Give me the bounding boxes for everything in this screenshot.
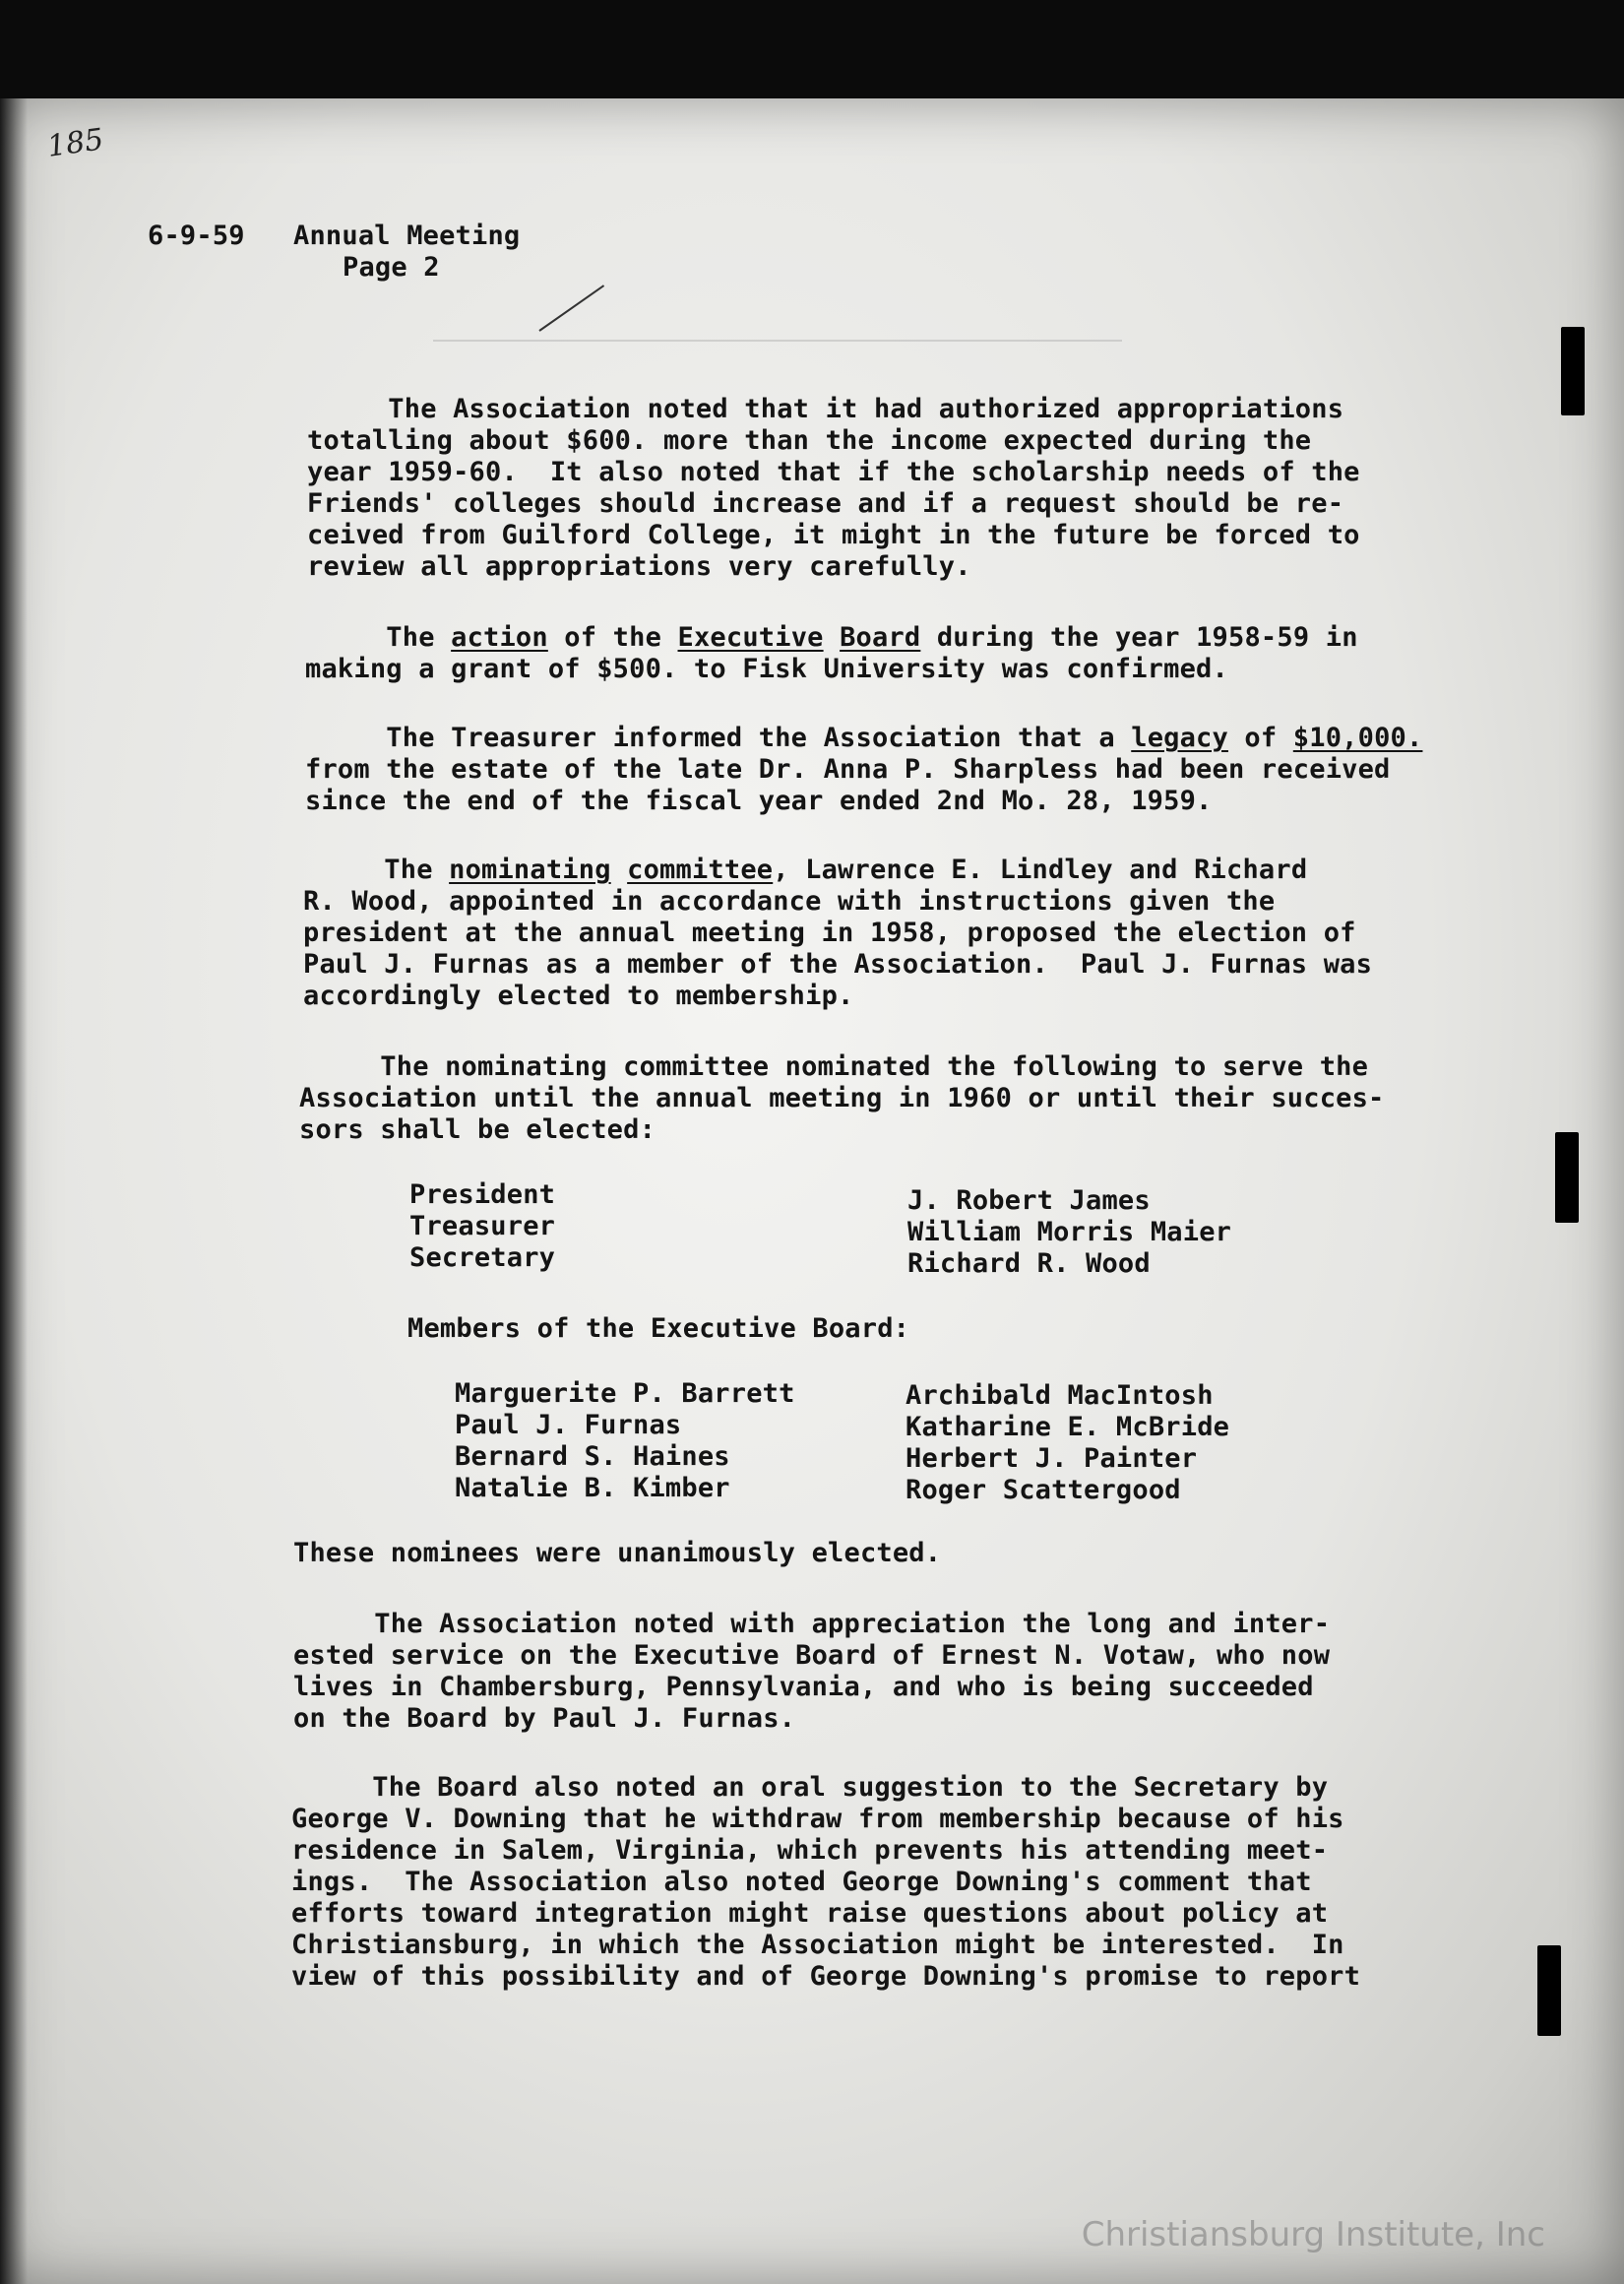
board-member: Katharine E. McBride [906,1412,1230,1442]
text-line: R. Wood, appointed in accordance with instructions given the [303,886,1276,917]
officer-role: President [409,1179,556,1210]
underlined-word-action: action [451,622,548,653]
board-member: Natalie B. Kimber [455,1473,730,1503]
watermark: Christiansburg Institute, Inc [1081,2215,1545,2254]
text-segment: , Lawrence E. Lindley and Richard [773,855,1308,885]
officer-name: Richard R. Wood [907,1248,1151,1279]
text-line: ested service on the Executive Board of Ernest N. Votaw, who now [293,1640,1331,1671]
text-line: since the end of the fiscal year ended 2nd Mo. 28, 1959. [305,786,1213,816]
text-segment: during the year 1958-59 in [920,622,1358,653]
text-line: view of this possibility and of George Downing's promise to report [291,1961,1361,1992]
text-line: review all appropriations very carefully. [307,551,971,582]
text-line: ceived from Guilford College, it might in the future be forced to [307,520,1360,550]
board-member: Herbert J. Painter [906,1443,1198,1474]
text-segment [611,855,627,885]
text-line: sors shall be elected: [299,1114,656,1145]
registration-mark-middle [1555,1132,1579,1223]
registration-mark-bottom [1537,1945,1561,2036]
text-segment [824,622,840,653]
officer-role: Secretary [409,1242,556,1273]
text-segment: The [303,855,450,885]
board-member: Marguerite P. Barrett [455,1378,795,1409]
board-member: Paul J. Furnas [455,1410,682,1440]
text-line: The Board also noted an oral suggestion to the Secretary by [291,1772,1329,1803]
text-line: accordingly elected to membership. [303,981,854,1011]
text-line: residence in Salem, Virginia, which prevents his attending meet- [291,1835,1329,1866]
text-line: from the estate of the late Dr. Anna P. Sharpless had been received [305,754,1391,785]
text-line: George V. Downing that he withdraw from membership because of his [291,1804,1344,1834]
registration-mark-top [1561,327,1585,415]
bleed-through-line [433,340,1122,342]
text-line [305,723,1422,754]
text-segment: of [1227,723,1293,753]
text-line [305,622,1358,654]
text-line: ings. The Association also noted George Downing's comment that [291,1867,1312,1897]
text-line: lives in Chambersburg, Pennsylvania, and who is being succeeded [293,1672,1314,1702]
handwritten-page-number: 185 [44,122,106,164]
scan-edge-shadow [0,98,28,2284]
underlined-word-board: Board [840,622,921,653]
underlined-word-executive: Executive [677,622,824,653]
officer-name: William Morris Maier [907,1217,1232,1247]
header-title: Annual Meeting [293,221,521,251]
header-page: Page 2 [343,252,440,283]
text-line: efforts toward integration might raise questions about policy at [291,1898,1329,1929]
underlined-word-committee: committee [627,855,774,885]
underlined-word-legacy: legacy [1131,723,1228,753]
text-line: Christiansburg, in which the Association might be interested. In [291,1930,1344,1960]
underlined-word-nominating: nominating [449,855,611,885]
text-line [303,855,1307,886]
election-result: These nominees were unanimously elected. [293,1538,942,1568]
board-member: Roger Scattergood [906,1475,1181,1505]
text-line: The Association noted that it had authorized appropriations [307,394,1344,424]
officer-name: J. Robert James [907,1185,1151,1216]
text-segment: The [305,622,452,653]
text-segment: of the [547,622,678,653]
text-line: year 1959-60. It also noted that if the scholarship needs of the [307,457,1360,487]
text-line: The nominating committee nominated the following to serve the [299,1051,1369,1082]
text-line: The Association noted with appreciation the long and inter- [293,1609,1331,1639]
text-line: Friends' colleges should increase and if a request should be re- [307,488,1344,519]
text-line: president at the annual meeting in 1958, proposed the election of [303,918,1356,948]
header-date: 6-9-59 [148,221,245,251]
underlined-amount: $10,000. [1292,723,1423,753]
text-line: Paul J. Furnas as a member of the Association. Paul J. Furnas was [303,949,1373,980]
board-member: Archibald MacIntosh [906,1380,1214,1411]
text-line: making a grant of $500. to Fisk University was confirmed. [305,654,1228,684]
text-segment: The Treasurer informed the Association that a [305,723,1132,753]
officer-role: Treasurer [409,1211,556,1241]
board-member: Bernard S. Haines [455,1441,730,1472]
text-line: totalling about $600. more than the income expected during the [307,425,1312,456]
text-line: on the Board by Paul J. Furnas. [293,1703,796,1734]
text-line: Association until the annual meeting in 1960 or until their succes- [299,1083,1385,1113]
board-heading: Members of the Executive Board: [407,1313,910,1344]
